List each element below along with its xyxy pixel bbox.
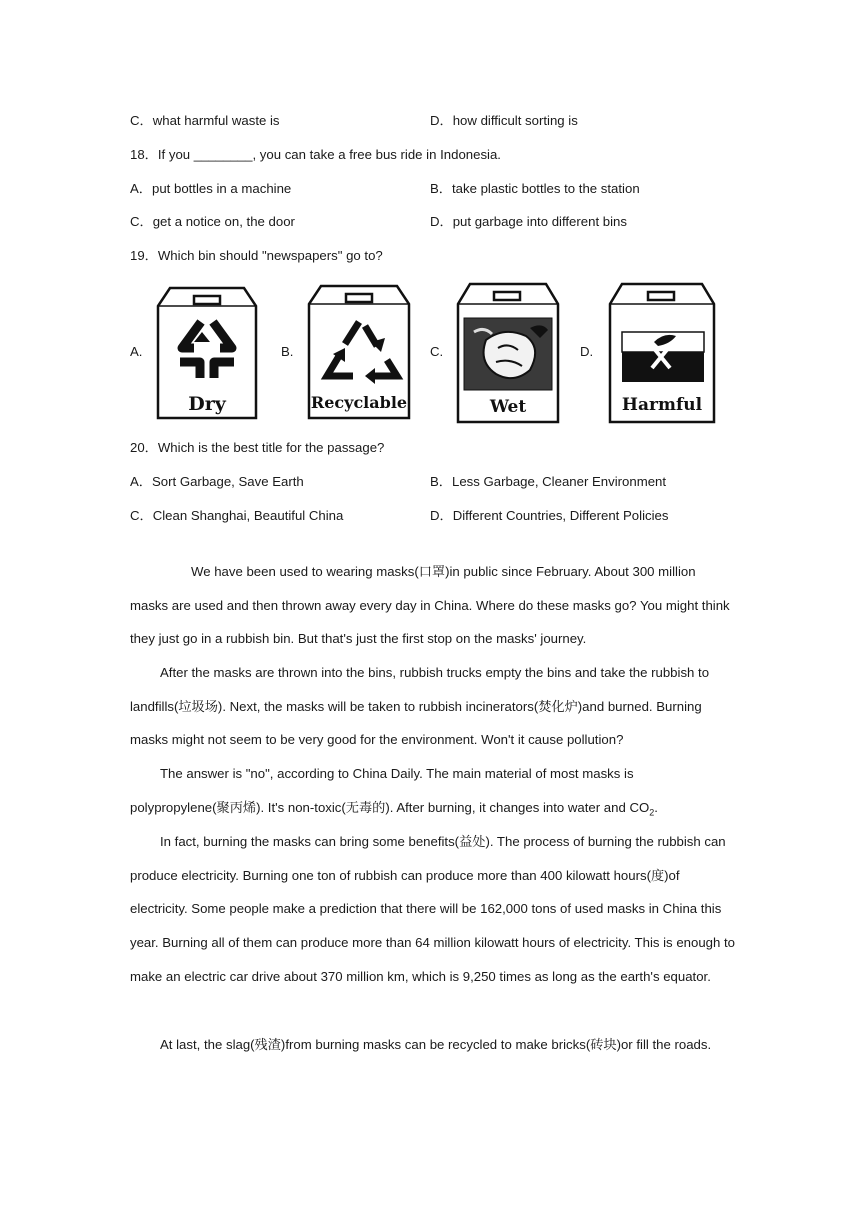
- q19-question: 19．Which bin should "newspapers" go to?: [130, 248, 383, 263]
- q20-question: 20．Which is the best title for the passage?: [130, 440, 385, 455]
- passage-paragraph-3: [130, 757, 735, 830]
- q19-letter-c: C.: [430, 344, 444, 359]
- hazard-battery-icon: [608, 282, 716, 424]
- q18-question: 18．If you ________, you can take a free bus ride in Indonesia.: [130, 147, 501, 162]
- passage-paragraph-2: After the masks are thrown into the bins, rubbish trucks empty the bins and take the rubbish to landfills(垃圾场). Next, the masks will be taken to rubbish incinerators(焚化炉)and burned. Burning masks might not seem to be very good for the environment. Won't it cause pollution?: [130, 665, 710, 748]
- q20-option-d: D．Different Countries, Different Policies: [430, 508, 669, 523]
- bin-label-dry: Dry: [188, 393, 226, 415]
- q20-option-b: B．Less Garbage, Cleaner Environment: [430, 474, 667, 489]
- recycle-triangle-icon: [307, 282, 411, 422]
- bin-dry: [156, 282, 258, 422]
- recycle-arrows-icon: [156, 282, 258, 422]
- passage-paragraph-4: In fact, burning the masks can bring some benefits(益处). The process of burning the rubbish can produce electricity. Burning one ton of rubbish can produce more than 400 kilowatt hours(度)of electricity. Some people make a prediction that there will be 162,000 tons of used masks in China this year. Burning all of them can produce more than 64 million kilowatt hours of electricity. This is enough to make an electric car drive about 370 million km, which is 9,250 times as long as the earth's equator.: [130, 834, 735, 984]
- passage-paragraph-5: At last, the slag(残渣)from burning masks can be recycled to make bricks(砖块)or fill the roads.: [160, 1037, 712, 1052]
- q18-option-d: D．put garbage into different bins: [430, 214, 627, 229]
- q20-option-c: C．Clean Shanghai, Beautiful China: [130, 508, 344, 523]
- q18-option-b: B．take plastic bottles to the station: [430, 181, 640, 196]
- q18-option-c: C．get a notice on, the door: [130, 214, 295, 229]
- bin-harmful: [608, 282, 716, 424]
- q20-option-a: A．Sort Garbage, Save Earth: [130, 474, 304, 489]
- q19-letter-a: A.: [130, 344, 143, 359]
- q17-option-c: C．what harmful waste is: [130, 113, 280, 128]
- passage-paragraph-3-text: The answer is "no", according to China Daily. The main material of most masks is polypropylene(聚丙烯). It's non-toxic(无毒的). After burning, it changes into water and CO: [130, 766, 650, 815]
- bin-label-harmful: Harmful: [621, 395, 703, 415]
- passage-paragraph-3-end: .: [654, 799, 658, 815]
- bin-wet: [456, 282, 560, 425]
- co2-subscript: 2: [649, 807, 655, 818]
- q19-letter-d: D.: [580, 344, 594, 359]
- passage-paragraph-1: We have been used to wearing masks(口罩)in public since February. About 300 million masks are used and then thrown away every day in China. Where do these masks go? You might think they just go in a rubbish bin. But that's just the first stop on the masks' journey.: [130, 564, 730, 647]
- q18-option-a: A．put bottles in a machine: [130, 181, 292, 196]
- bin-recyclable: [307, 282, 411, 422]
- q17-option-d: D．how difficult sorting is: [430, 113, 578, 128]
- q19-letter-b: B.: [281, 344, 294, 359]
- bin-label-wet: Wet: [489, 397, 527, 417]
- bin-label-recyclable: Recyclable: [310, 393, 408, 412]
- food-waste-icon: [456, 282, 560, 425]
